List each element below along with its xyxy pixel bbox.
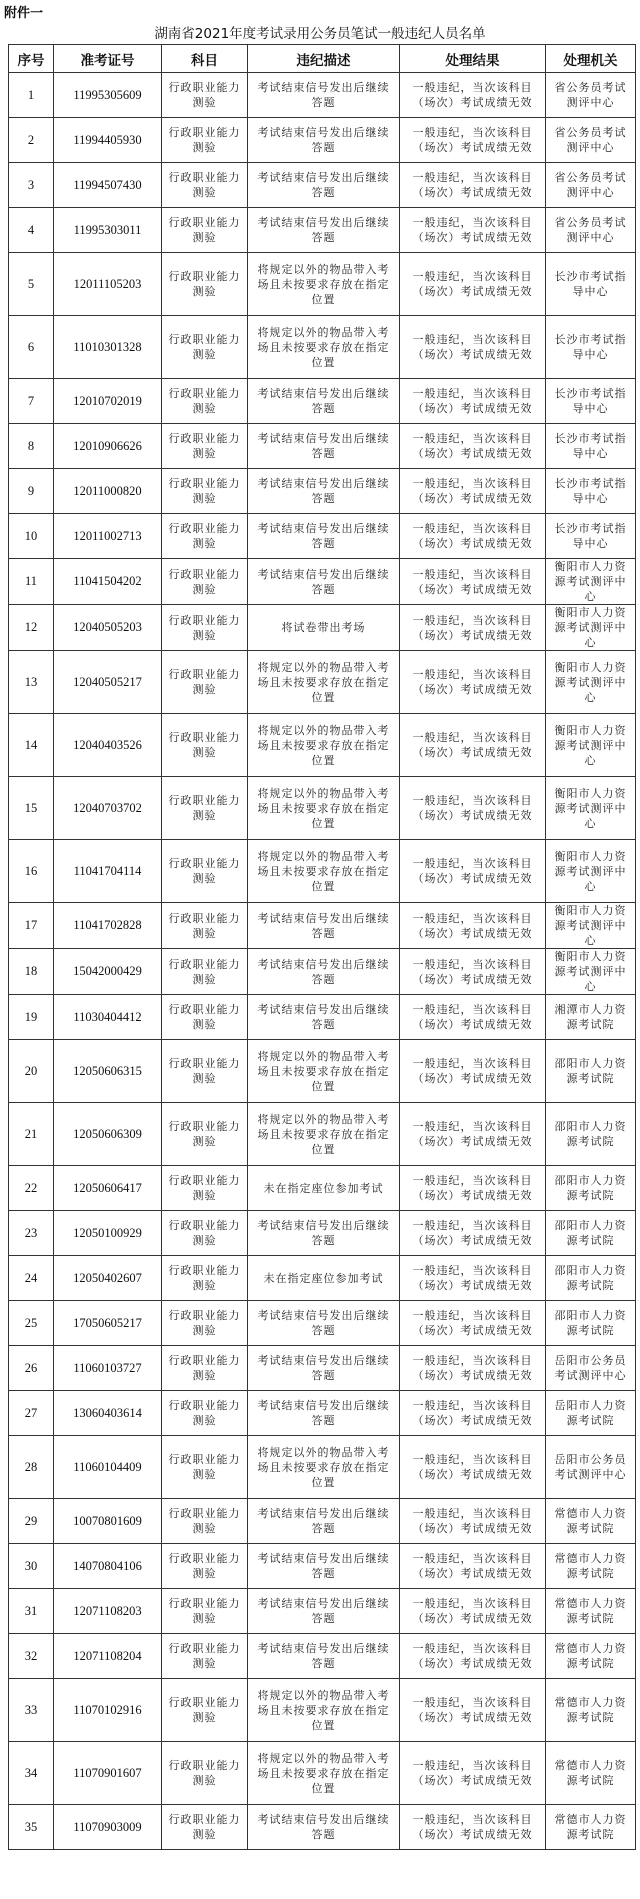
cell-handling-result: 一般违纪，当次该科目（场次）考试成绩无效 [400,1679,546,1742]
cell-seq: 21 [9,1103,54,1166]
cell-handling-authority: 省公务员考试测评中心 [546,118,636,163]
cell-violation-description: 将规定以外的物品带入考场且未按要求存放在指定位置 [248,1040,400,1103]
cell-handling-authority: 长沙市考试指导中心 [546,253,636,316]
cell-handling-authority: 邵阳市人力资源考试院 [546,1103,636,1166]
cell-violation-description: 将规定以外的物品带入考场且未按要求存放在指定位置 [248,714,400,777]
cell-handling-authority: 衡阳市人力资源考试测评中心 [546,840,636,903]
cell-seq: 24 [9,1256,54,1301]
cell-seq: 25 [9,1301,54,1346]
cell-handling-result: 一般违纪，当次该科目（场次）考试成绩无效 [400,777,546,840]
cell-seq: 4 [9,208,54,253]
cell-violation-description: 将试卷带出考场 [248,605,400,651]
header-violation-description: 违纪描述 [248,45,400,73]
header-handling-authority: 处理机关 [546,45,636,73]
table-row [9,379,636,424]
cell-ticket-number: 10070801609 [54,1499,162,1544]
cell-handling-authority: 常德市人力资源考试院 [546,1634,636,1679]
cell-subject: 行政职业能力测验 [162,424,248,469]
cell-seq: 35 [9,1805,54,1850]
cell-seq: 32 [9,1634,54,1679]
cell-subject: 行政职业能力测验 [162,514,248,559]
table-row [9,1544,636,1589]
cell-subject: 行政职业能力测验 [162,840,248,903]
cell-handling-authority: 邵阳市人力资源考试院 [546,1166,636,1211]
cell-subject: 行政职业能力测验 [162,903,248,949]
table-row [9,1499,636,1544]
cell-handling-authority: 省公务员考试测评中心 [546,163,636,208]
cell-violation-description: 考试结束信号发出后继续答题 [248,208,400,253]
cell-ticket-number: 12040403526 [54,714,162,777]
table-row [9,316,636,379]
cell-handling-authority: 衡阳市人力资源考试测评中心 [546,559,636,605]
table-row [9,469,636,514]
cell-seq: 2 [9,118,54,163]
cell-violation-description: 将规定以外的物品带入考场且未按要求存放在指定位置 [248,651,400,714]
table-row [9,1256,636,1301]
cell-ticket-number: 11070903009 [54,1805,162,1850]
table-row [9,73,636,118]
cell-subject: 行政职业能力测验 [162,1040,248,1103]
table-row [9,903,636,949]
cell-handling-authority: 常德市人力资源考试院 [546,1544,636,1589]
cell-ticket-number: 11030404412 [54,995,162,1040]
cell-subject: 行政职业能力测验 [162,1742,248,1805]
cell-seq: 15 [9,777,54,840]
cell-handling-authority: 邵阳市人力资源考试院 [546,1211,636,1256]
cell-subject: 行政职业能力测验 [162,1391,248,1436]
header-handling-result: 处理结果 [400,45,546,73]
table-row [9,1436,636,1499]
table-row [9,1589,636,1634]
cell-subject: 行政职业能力测验 [162,73,248,118]
cell-handling-authority: 常德市人力资源考试院 [546,1742,636,1805]
cell-ticket-number: 17050605217 [54,1301,162,1346]
cell-seq: 31 [9,1589,54,1634]
cell-subject: 行政职业能力测验 [162,605,248,651]
cell-seq: 26 [9,1346,54,1391]
cell-handling-result: 一般违纪，当次该科目（场次）考试成绩无效 [400,651,546,714]
table-row [9,253,636,316]
cell-ticket-number: 11010301328 [54,316,162,379]
cell-ticket-number: 11070901607 [54,1742,162,1805]
cell-violation-description: 考试结束信号发出后继续答题 [248,118,400,163]
cell-ticket-number: 12071108204 [54,1634,162,1679]
cell-seq: 34 [9,1742,54,1805]
cell-seq: 12 [9,605,54,651]
table-body [9,73,636,1850]
cell-seq: 29 [9,1499,54,1544]
cell-ticket-number: 11060104409 [54,1436,162,1499]
cell-ticket-number: 12011002713 [54,514,162,559]
cell-ticket-number: 12050606315 [54,1040,162,1103]
cell-violation-description: 考试结束信号发出后继续答题 [248,424,400,469]
cell-handling-result: 一般违纪，当次该科目（场次）考试成绩无效 [400,1103,546,1166]
cell-handling-result: 一般违纪，当次该科目（场次）考试成绩无效 [400,1040,546,1103]
cell-violation-description: 未在指定座位参加考试 [248,1256,400,1301]
cell-handling-result: 一般违纪，当次该科目（场次）考试成绩无效 [400,605,546,651]
cell-seq: 8 [9,424,54,469]
cell-seq: 18 [9,949,54,995]
cell-handling-result: 一般违纪，当次该科目（场次）考试成绩无效 [400,1499,546,1544]
cell-handling-authority: 岳阳市人力资源考试院 [546,1391,636,1436]
cell-subject: 行政职业能力测验 [162,316,248,379]
cell-subject: 行政职业能力测验 [162,163,248,208]
cell-subject: 行政职业能力测验 [162,1436,248,1499]
cell-ticket-number: 12040505217 [54,651,162,714]
cell-handling-authority: 衡阳市人力资源考试测评中心 [546,777,636,840]
cell-handling-authority: 衡阳市人力资源考试测评中心 [546,651,636,714]
cell-handling-result: 一般违纪，当次该科目（场次）考试成绩无效 [400,1742,546,1805]
cell-seq: 27 [9,1391,54,1436]
cell-subject: 行政职业能力测验 [162,253,248,316]
table-row [9,1211,636,1256]
cell-violation-description: 将规定以外的物品带入考场且未按要求存放在指定位置 [248,1679,400,1742]
cell-violation-description: 未在指定座位参加考试 [248,1166,400,1211]
table-row [9,163,636,208]
table-row [9,1391,636,1436]
cell-handling-result: 一般违纪，当次该科目（场次）考试成绩无效 [400,1391,546,1436]
table-row [9,651,636,714]
cell-ticket-number: 12050606417 [54,1166,162,1211]
cell-subject: 行政职业能力测验 [162,714,248,777]
cell-violation-description: 考试结束信号发出后继续答题 [248,1301,400,1346]
cell-subject: 行政职业能力测验 [162,995,248,1040]
cell-ticket-number: 12010906626 [54,424,162,469]
cell-ticket-number: 12071108203 [54,1589,162,1634]
cell-seq: 17 [9,903,54,949]
cell-ticket-number: 12050606309 [54,1103,162,1166]
cell-violation-description: 考试结束信号发出后继续答题 [248,995,400,1040]
cell-ticket-number: 11041702828 [54,903,162,949]
cell-violation-description: 将规定以外的物品带入考场且未按要求存放在指定位置 [248,840,400,903]
table-row [9,1742,636,1805]
cell-handling-authority: 邵阳市人力资源考试院 [546,1256,636,1301]
cell-handling-result: 一般违纪，当次该科目（场次）考试成绩无效 [400,1256,546,1301]
cell-subject: 行政职业能力测验 [162,208,248,253]
cell-ticket-number: 11070102916 [54,1679,162,1742]
cell-handling-result: 一般违纪，当次该科目（场次）考试成绩无效 [400,253,546,316]
table-row [9,840,636,903]
cell-seq: 13 [9,651,54,714]
cell-handling-result: 一般违纪，当次该科目（场次）考试成绩无效 [400,1301,546,1346]
cell-seq: 7 [9,379,54,424]
header-ticket-number: 准考证号 [54,45,162,73]
cell-ticket-number: 11041704114 [54,840,162,903]
page-title: 湖南省2021年度考试录用公务员笔试一般违纪人员名单 [154,26,486,42]
cell-subject: 行政职业能力测验 [162,379,248,424]
cell-handling-authority: 衡阳市人力资源考试测评中心 [546,949,636,995]
cell-violation-description: 将规定以外的物品带入考场且未按要求存放在指定位置 [248,777,400,840]
cell-handling-authority: 常德市人力资源考试院 [546,1805,636,1850]
cell-handling-result: 一般违纪，当次该科目（场次）考试成绩无效 [400,424,546,469]
cell-subject: 行政职业能力测验 [162,1256,248,1301]
cell-ticket-number: 11995305609 [54,73,162,118]
table-row [9,1103,636,1166]
cell-handling-authority: 常德市人力资源考试院 [546,1589,636,1634]
cell-violation-description: 考试结束信号发出后继续答题 [248,949,400,995]
cell-ticket-number: 14070804106 [54,1544,162,1589]
cell-seq: 23 [9,1211,54,1256]
cell-handling-authority: 常德市人力资源考试院 [546,1499,636,1544]
cell-subject: 行政职业能力测验 [162,1679,248,1742]
cell-violation-description: 将规定以外的物品带入考场且未按要求存放在指定位置 [248,253,400,316]
cell-violation-description: 将规定以外的物品带入考场且未按要求存放在指定位置 [248,1436,400,1499]
cell-handling-authority: 岳阳市公务员考试测评中心 [546,1346,636,1391]
header-seq: 序号 [9,45,54,73]
table-row [9,208,636,253]
cell-violation-description: 考试结束信号发出后继续答题 [248,1211,400,1256]
cell-ticket-number: 13060403614 [54,1391,162,1436]
cell-subject: 行政职业能力测验 [162,469,248,514]
cell-handling-result: 一般违纪，当次该科目（场次）考试成绩无效 [400,208,546,253]
table-row [9,1040,636,1103]
cell-handling-authority: 长沙市考试指导中心 [546,379,636,424]
cell-seq: 16 [9,840,54,903]
cell-seq: 1 [9,73,54,118]
cell-handling-result: 一般违纪，当次该科目（场次）考试成绩无效 [400,1805,546,1850]
cell-handling-result: 一般违纪，当次该科目（场次）考试成绩无效 [400,1346,546,1391]
cell-handling-result: 一般违纪，当次该科目（场次）考试成绩无效 [400,1436,546,1499]
violation-table [8,44,636,1850]
cell-seq: 10 [9,514,54,559]
cell-seq: 30 [9,1544,54,1589]
table-row [9,949,636,995]
cell-handling-result: 一般违纪，当次该科目（场次）考试成绩无效 [400,995,546,1040]
cell-handling-authority: 省公务员考试测评中心 [546,73,636,118]
cell-seq: 22 [9,1166,54,1211]
cell-subject: 行政职业能力测验 [162,1544,248,1589]
cell-seq: 5 [9,253,54,316]
table-row [9,118,636,163]
cell-handling-authority: 邵阳市人力资源考试院 [546,1040,636,1103]
cell-violation-description: 将规定以外的物品带入考场且未按要求存放在指定位置 [248,316,400,379]
cell-seq: 20 [9,1040,54,1103]
cell-subject: 行政职业能力测验 [162,1589,248,1634]
cell-ticket-number: 12050402607 [54,1256,162,1301]
cell-subject: 行政职业能力测验 [162,1103,248,1166]
cell-handling-result: 一般违纪，当次该科目（场次）考试成绩无效 [400,514,546,559]
cell-seq: 33 [9,1679,54,1742]
cell-violation-description: 将规定以外的物品带入考场且未按要求存放在指定位置 [248,1742,400,1805]
cell-violation-description: 考试结束信号发出后继续答题 [248,469,400,514]
cell-violation-description: 考试结束信号发出后继续答题 [248,1346,400,1391]
cell-subject: 行政职业能力测验 [162,1166,248,1211]
cell-handling-result: 一般违纪，当次该科目（场次）考试成绩无效 [400,73,546,118]
cell-violation-description: 考试结束信号发出后继续答题 [248,1589,400,1634]
cell-handling-result: 一般违纪，当次该科目（场次）考试成绩无效 [400,469,546,514]
table-header-row [9,45,636,73]
cell-handling-authority: 衡阳市人力资源考试测评中心 [546,605,636,651]
cell-subject: 行政职业能力测验 [162,1211,248,1256]
cell-handling-result: 一般违纪，当次该科目（场次）考试成绩无效 [400,163,546,208]
cell-subject: 行政职业能力测验 [162,118,248,163]
cell-violation-description: 考试结束信号发出后继续答题 [248,1499,400,1544]
cell-handling-result: 一般违纪，当次该科目（场次）考试成绩无效 [400,1634,546,1679]
cell-handling-result: 一般违纪，当次该科目（场次）考试成绩无效 [400,1166,546,1211]
table-row [9,1679,636,1742]
cell-handling-authority: 邵阳市人力资源考试院 [546,1301,636,1346]
table-row [9,1805,636,1850]
cell-handling-authority: 常德市人力资源考试院 [546,1679,636,1742]
cell-handling-result: 一般违纪，当次该科目（场次）考试成绩无效 [400,379,546,424]
cell-violation-description: 将规定以外的物品带入考场且未按要求存放在指定位置 [248,1103,400,1166]
cell-subject: 行政职业能力测验 [162,1346,248,1391]
cell-handling-result: 一般违纪，当次该科目（场次）考试成绩无效 [400,1589,546,1634]
cell-subject: 行政职业能力测验 [162,1499,248,1544]
cell-ticket-number: 11995303011 [54,208,162,253]
cell-handling-result: 一般违纪，当次该科目（场次）考试成绩无效 [400,714,546,777]
cell-handling-result: 一般违纪，当次该科目（场次）考试成绩无效 [400,559,546,605]
table-row [9,424,636,469]
cell-violation-description: 考试结束信号发出后继续答题 [248,1391,400,1436]
cell-violation-description: 考试结束信号发出后继续答题 [248,1544,400,1589]
cell-handling-result: 一般违纪，当次该科目（场次）考试成绩无效 [400,903,546,949]
header-subject: 科目 [162,45,248,73]
table-row [9,714,636,777]
cell-ticket-number: 12010702019 [54,379,162,424]
table-row [9,1346,636,1391]
cell-seq: 9 [9,469,54,514]
cell-subject: 行政职业能力测验 [162,651,248,714]
table-row [9,605,636,651]
cell-handling-authority: 长沙市考试指导中心 [546,424,636,469]
cell-ticket-number: 15042000429 [54,949,162,995]
cell-seq: 6 [9,316,54,379]
cell-subject: 行政职业能力测验 [162,777,248,840]
cell-handling-result: 一般违纪，当次该科目（场次）考试成绩无效 [400,949,546,995]
cell-handling-result: 一般违纪，当次该科目（场次）考试成绩无效 [400,1211,546,1256]
cell-violation-description: 考试结束信号发出后继续答题 [248,1805,400,1850]
cell-ticket-number: 11994507430 [54,163,162,208]
cell-violation-description: 考试结束信号发出后继续答题 [248,559,400,605]
cell-ticket-number: 12011105203 [54,253,162,316]
table-row [9,1166,636,1211]
cell-ticket-number: 12050100929 [54,1211,162,1256]
cell-ticket-number: 11041504202 [54,559,162,605]
table-row [9,559,636,605]
cell-handling-authority: 湘潭市人力资源考试院 [546,995,636,1040]
cell-seq: 14 [9,714,54,777]
cell-subject: 行政职业能力测验 [162,1805,248,1850]
cell-violation-description: 考试结束信号发出后继续答题 [248,73,400,118]
table-row [9,1634,636,1679]
cell-subject: 行政职业能力测验 [162,1634,248,1679]
cell-handling-authority: 衡阳市人力资源考试测评中心 [546,903,636,949]
table-row [9,995,636,1040]
cell-violation-description: 考试结束信号发出后继续答题 [248,903,400,949]
cell-violation-description: 考试结束信号发出后继续答题 [248,1634,400,1679]
attachment-label: 附件一 [4,6,44,21]
cell-handling-authority: 长沙市考试指导中心 [546,469,636,514]
cell-handling-result: 一般违纪，当次该科目（场次）考试成绩无效 [400,118,546,163]
cell-handling-result: 一般违纪，当次该科目（场次）考试成绩无效 [400,1544,546,1589]
table-row [9,777,636,840]
cell-seq: 11 [9,559,54,605]
cell-seq: 3 [9,163,54,208]
cell-violation-description: 考试结束信号发出后继续答题 [248,379,400,424]
cell-handling-authority: 长沙市考试指导中心 [546,316,636,379]
cell-violation-description: 考试结束信号发出后继续答题 [248,163,400,208]
cell-ticket-number: 11060103727 [54,1346,162,1391]
cell-handling-result: 一般违纪，当次该科目（场次）考试成绩无效 [400,840,546,903]
cell-handling-authority: 岳阳市公务员考试测评中心 [546,1436,636,1499]
cell-violation-description: 考试结束信号发出后继续答题 [248,514,400,559]
cell-handling-authority: 省公务员考试测评中心 [546,208,636,253]
table-row [9,1301,636,1346]
cell-seq: 28 [9,1436,54,1499]
cell-subject: 行政职业能力测验 [162,1301,248,1346]
cell-subject: 行政职业能力测验 [162,949,248,995]
cell-handling-result: 一般违纪，当次该科目（场次）考试成绩无效 [400,316,546,379]
cell-ticket-number: 11994405930 [54,118,162,163]
cell-handling-authority: 衡阳市人力资源考试测评中心 [546,714,636,777]
cell-seq: 19 [9,995,54,1040]
table-row [9,514,636,559]
cell-subject: 行政职业能力测验 [162,559,248,605]
cell-ticket-number: 12040505203 [54,605,162,651]
cell-ticket-number: 12040703702 [54,777,162,840]
cell-handling-authority: 长沙市考试指导中心 [546,514,636,559]
cell-ticket-number: 12011000820 [54,469,162,514]
